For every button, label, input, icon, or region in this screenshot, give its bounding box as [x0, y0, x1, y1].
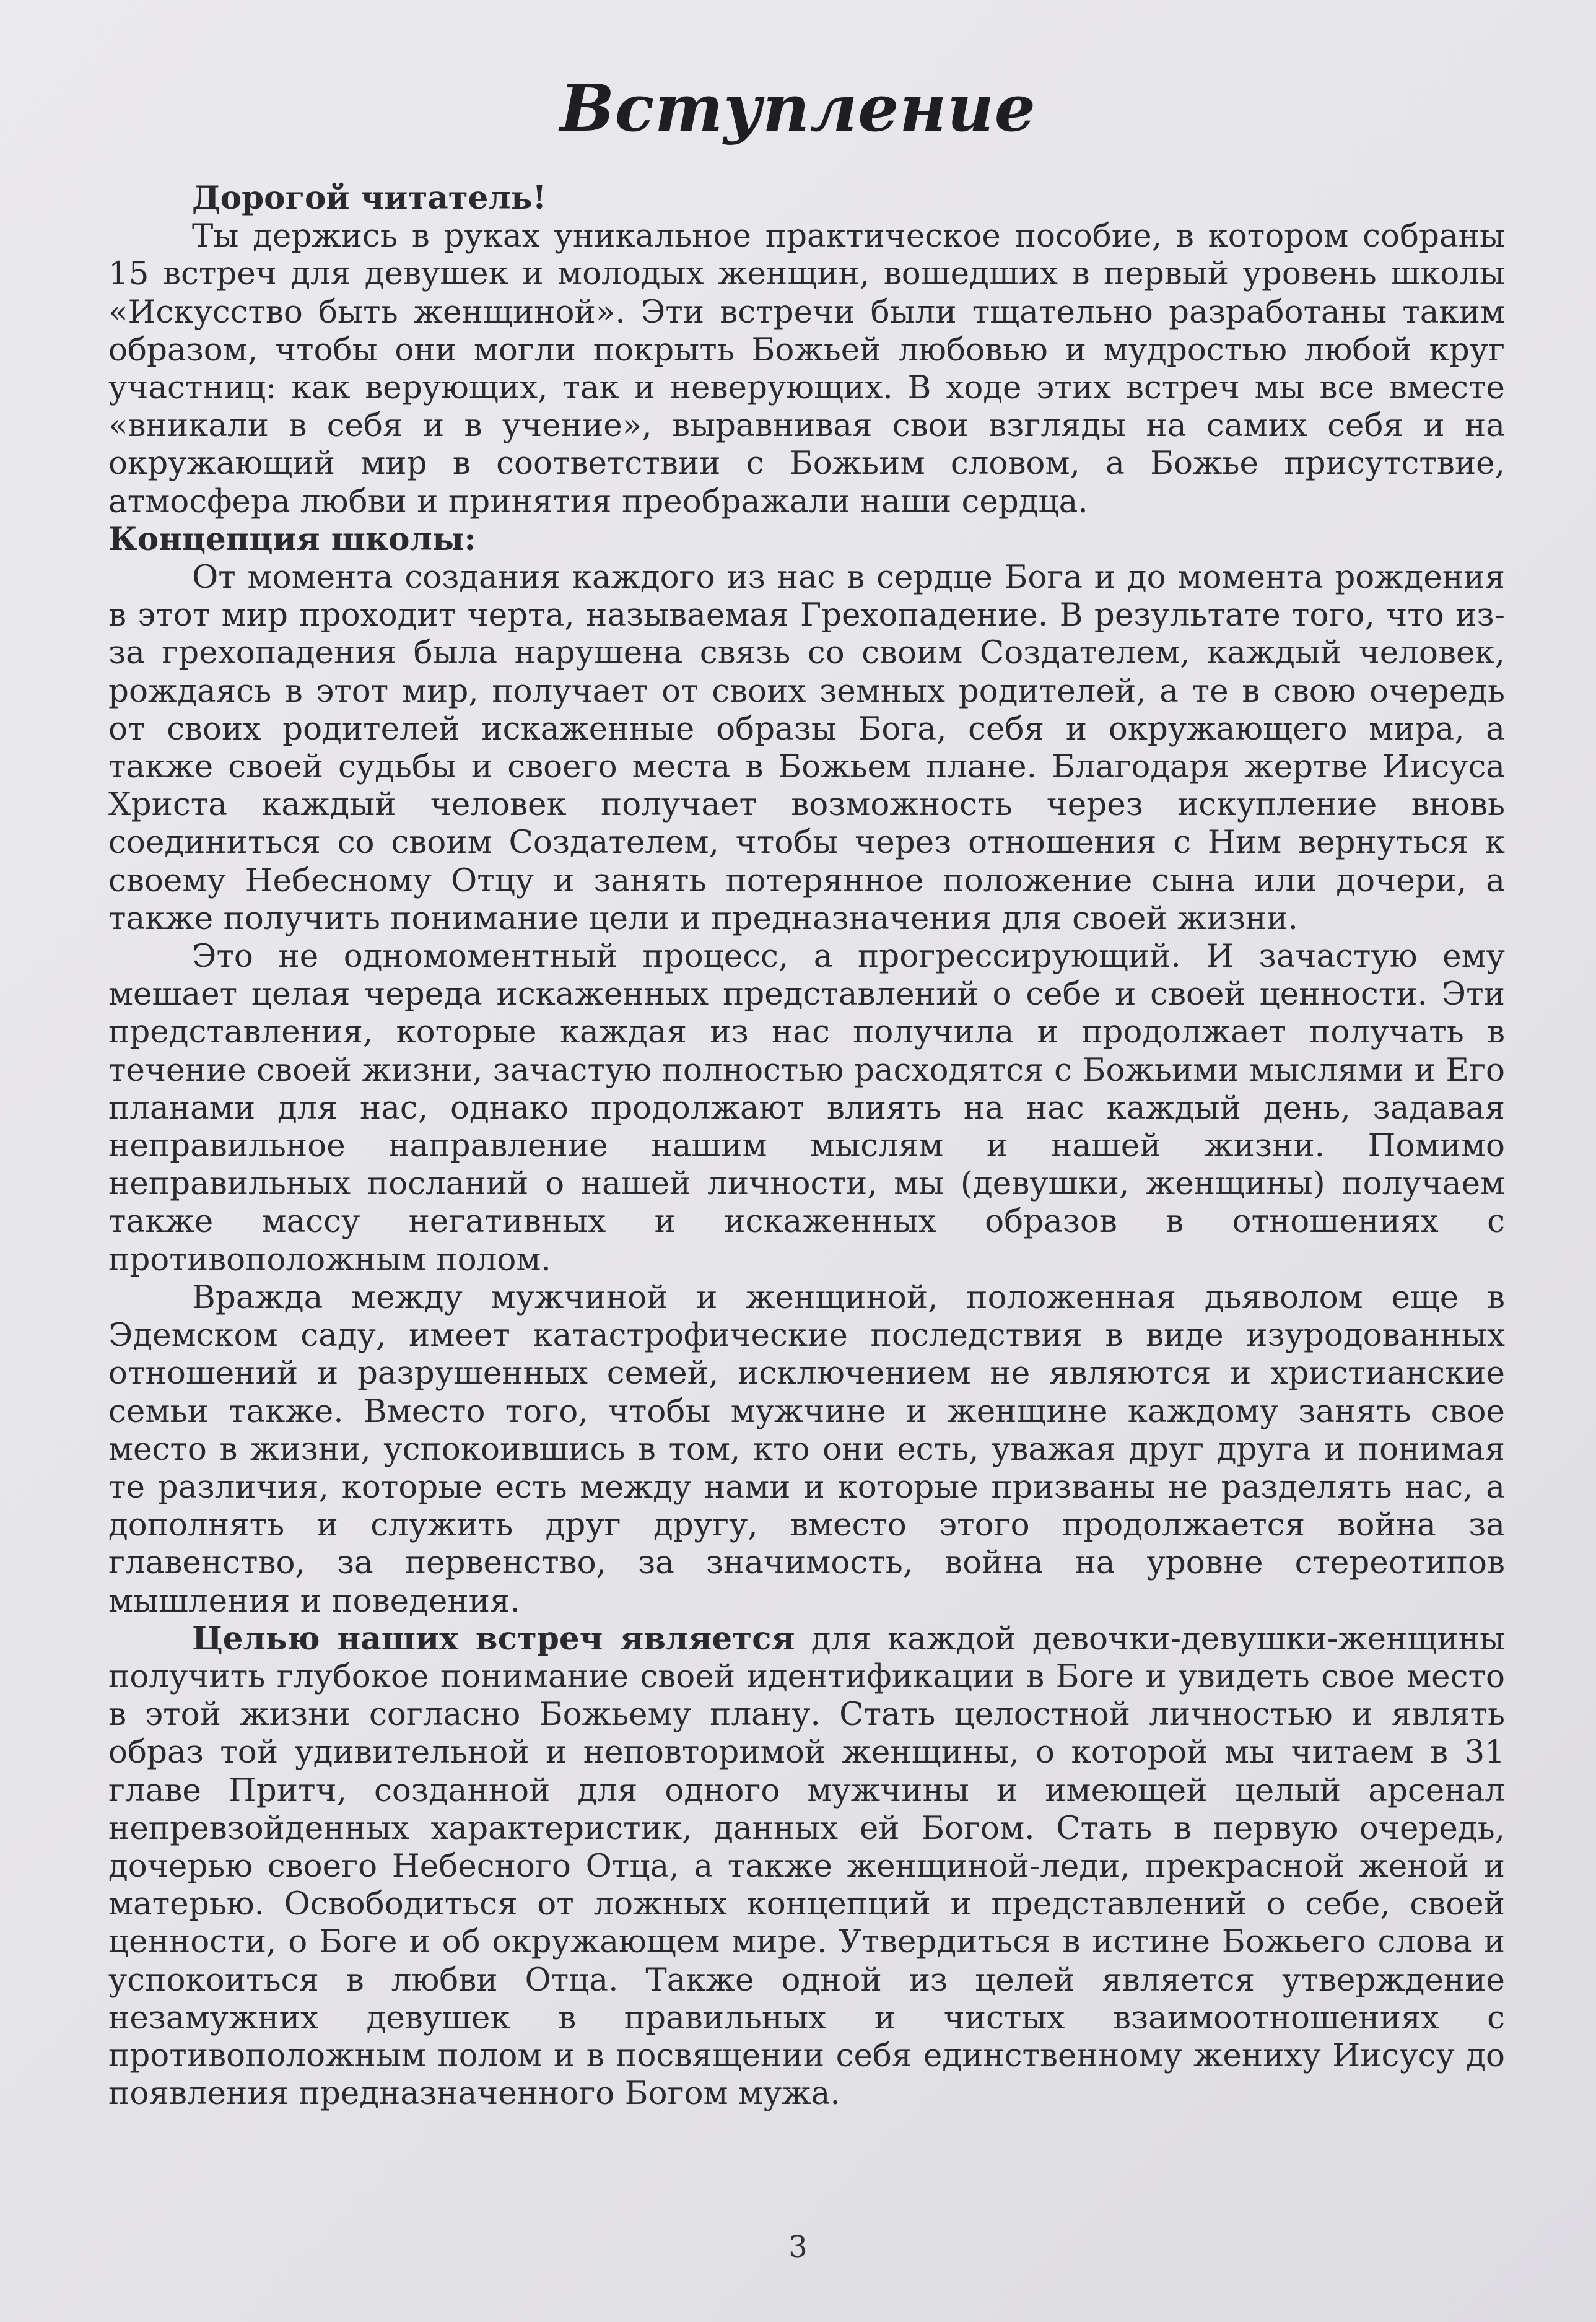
page-title: Вступление: [560, 70, 1036, 146]
goal-lead: Целью наших встреч является: [192, 1620, 795, 1657]
page-number: 3: [788, 2230, 808, 2264]
intro-paragraph: Ты держись в руках уникальное практическое пособие, в котором собраны 15 встреч для девушек и молодых женщин, вошедших в первый уровень школы «Искусство быть женщиной». Эти встречи были тщательно разработаны таким образом, чтобы они могли покрыть Божьей любовью и мудростью любой круг участниц: как верующих, так и неверующих. В ходе этих встреч мы все вместе «вникали в себя и в учение», выравнивая свои взгляды на самих себя и на окружающий мир в соответствии с Божьим словом, а Божье присутствие, атмосфера любви и принятия преображали наши сердца.: [108, 217, 1505, 520]
concept-paragraph-2: Это не одномоментный процесс, а прогрессирующий. И зачастую ему мешает целая череда искаженных представлений о себе и своей ценности. Эти представления, которые каждая из нас получила и продолжает получать в течение своей жизни, зачастую полностью расходятся с Божьими мыслями и Его планами для нас, однако продолжают влиять на нас каждый день, задавая неправильное направление нашим мыслям и нашей жизни. Помимо неправильных посланий о нашей личности, мы (девушки, женщины) получаем также массу негативных и искаженных образов в отношениях с противоположным полом.: [108, 938, 1505, 1278]
concept-paragraph-1: От момента создания каждого из нас в сердце Бога и до момента рождения в этот мир проходит черта, называемая Грехопадение. В результате того, что из-за грехопадения была нарушена связь со своим Создателем, каждый человек, рождаясь в этот мир, получает от своих земных родителей, а те в свою очередь от своих родителей искаженные образы Бога, себя и окружающего мира, а также своей судьбы и своего места в Божьем плане. Благодаря жертве Иисуса Христа каждый человек получает возможность через искупление вновь соединиться со своим Создателем, чтобы через отношения с Ним вернуться к своему Небесному Отцу и занять потерянное положение сына или дочери, а также получить понимание цели и предназначения для своей жизни.: [108, 559, 1505, 937]
page-body: [108, 180, 1505, 2113]
concept-heading: Концепция школы:: [108, 520, 476, 558]
greeting-heading: Дорогой читатель!: [192, 180, 547, 217]
concept-paragraph-3: Вражда между мужчиной и женщиной, положенная дьяволом еще в Эдемском саду, имеет катастрофические последствия в виде изуродованных отношений и разрушенных семей, исключением не являются и христианские семьи также. Вместо того, чтобы мужчине и женщине каждому занять свое место в жизни, успокоившись в том, кто они есть, уважая друг друга и понимая те различия, которые есть между нами и которые призваны не разделять нас, а дополнять и служить друг другу, вместо этого продолжается война за главенство, за первенство, за значимость, война на уровне стереотипов мышления и поведения.: [108, 1278, 1505, 1620]
goal-text: для каждой девочки-девушки-женщины получить глубокое понимание своей идентификации в Боге и увидеть свое место в этой жизни согласно Божьему плану. Стать целостной личностью и являть образ той удивительной и неповторимой женщины, о которой мы читаем в 31 главе Притч, созданной для одного мужчины и имеющей целый арсенал непревзойденных характеристик, данных ей Богом. Стать в первую очередь, дочерью своего Небесного Отца, а также женщиной-леди, прекрасной женой и матерью. Освободиться от ложных концепций и представлений о себе, своей ценности, о Боге и об окружающем мире. Утвердиться в истине Божьего слова и успокоиться в любви Отца. Также одной из целей является утверждение незамужних девушек в правильных и чистых взаимоотношениях с противоположным полом и в посвящении себя единственному жениху Иисусу до появления предназначенного Богом мужа.: [108, 1620, 1505, 2113]
goal-paragraph: [108, 1620, 1505, 2113]
